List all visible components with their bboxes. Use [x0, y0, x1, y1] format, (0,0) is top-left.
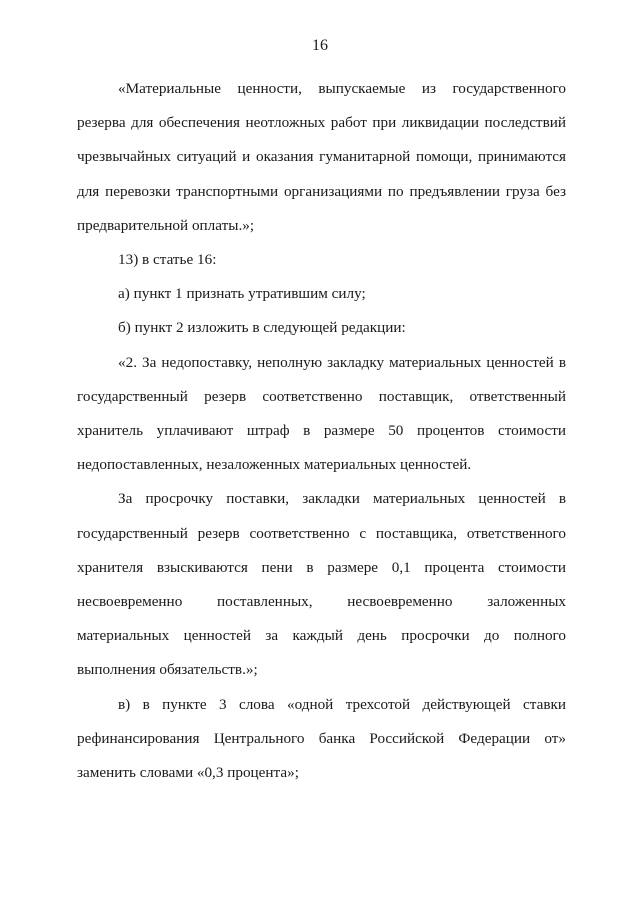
paragraph-item-b: б) пункт 2 изложить в следующей редакции:	[118, 319, 406, 337]
paragraph-point-2-penalty: «2. За недопоставку, неполную закладку материальных ценностей в государственный резерв соответственно поставщик, ответственный хранитель уплачивают штраф в размере 50 процентов стоимости недопоставленных, незаложенных материальных ценностей.	[77, 353, 566, 474]
paragraph-material-values-release: «Материальные ценности, выпускаемые из государственного резерва для обеспечения неотложных работ при ликвидации последствий чрезвычайных ситуаций и оказания гуманитарной помощи, принимаются для перевозки транспортными организациями по предъявлении груза без предварительной оплаты.»;	[77, 80, 566, 234]
paragraph-article-16: 13) в статье 16:	[118, 251, 217, 269]
paragraph-delay-penalty: За просрочку поставки, закладки материальных ценностей в государственный резерв соответственно с поставщика, ответственного хранителя взыскиваются пени в размере 0,1 процента стоимости несвоевременно поставленных, несвоевременно заложенных материальных ценностей за каждый день просрочки до полного выполнения обязательств.»;	[77, 490, 566, 679]
paragraph-item-v: в) в пункте 3 слова «одной трехсотой действующей ставки рефинансирования Центрального банка Российской Федерации от» заменить словами «0,3 процента»;	[77, 695, 566, 782]
page-number: 16	[312, 37, 328, 54]
paragraph-item-a: а) пункт 1 признать утратившим силу;	[118, 285, 366, 303]
document-body	[77, 72, 566, 790]
